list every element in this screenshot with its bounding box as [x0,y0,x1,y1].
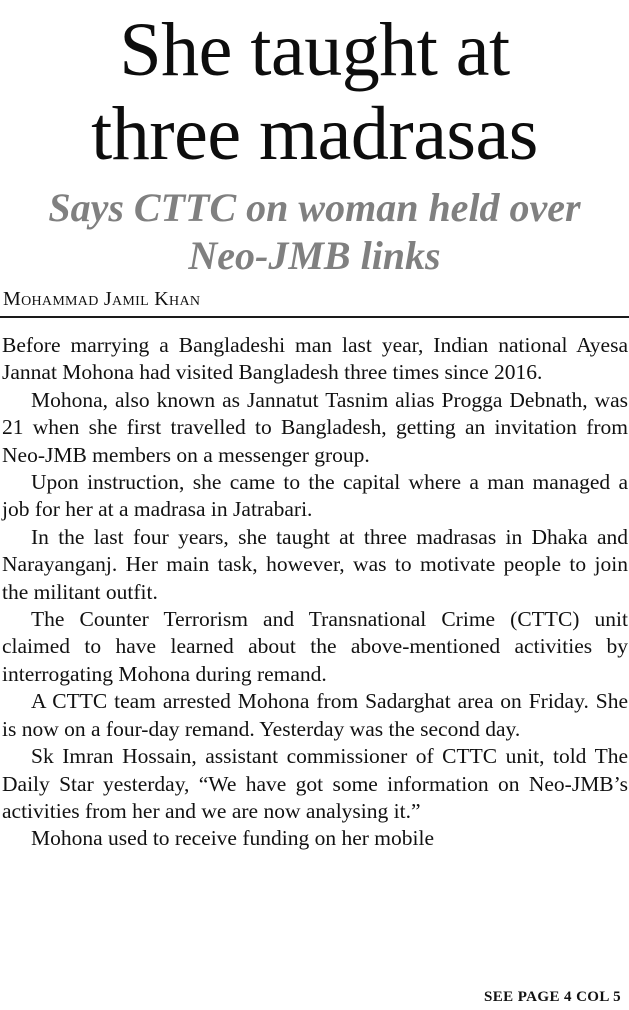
subheadline-line: Neo-JMB links [188,233,441,278]
article-body [0,332,629,853]
subheadline-line: Says CTTC on woman held over [48,185,581,230]
article-paragraph: Before marrying a Bangladeshi man last year, Indian national Ayesa Jannat Mohona had visited Bangladesh three times since 2016. [2,333,628,385]
article-paragraph: The Counter Terrorism and Transnational Crime (CTTC) unit claimed to have learned about the above-mentioned activities by interrogating Mohona during remand. [2,607,628,686]
subheadline [0,184,629,280]
divider-rule [0,316,629,318]
article-paragraph: Upon instruction, she came to the capital where a man managed a job for her at a madrasa in Jatrabari. [2,470,628,522]
article-paragraph: Mohona used to receive funding on her mobile [31,826,435,851]
article-paragraph: In the last four years, she taught at three madrasas in Dhaka and Narayanganj. Her main task, however, was to motivate people to join the militant outfit. [2,524,628,604]
article-paragraph: Sk Imran Hossain, assistant commissioner of CTTC unit, told The Daily Star yesterday, “We have got some information on Neo-JMB’s activities from her and we are now analysing it.” [2,744,628,823]
byline: Mohammad Jamil Khan [3,288,201,310]
headline-line: She taught at [119,8,510,92]
headline-line: three madrasas [91,92,538,176]
article-paragraph: A CTTC team arrested Mohona from Sadarghat area on Friday. She is now on a four-day remand. Yesterday was the second day. [2,689,628,741]
headline [0,0,629,176]
article-paragraph: Mohona, also known as Jannatut Tasnim alias Progga Debnath, was 21 when she first travelled to Bangladesh, getting an invitation from Neo-JMB members on a messenger group. [2,387,628,467]
continuation-jump-line: SEE PAGE 4 COL 5 [484,989,621,1005]
